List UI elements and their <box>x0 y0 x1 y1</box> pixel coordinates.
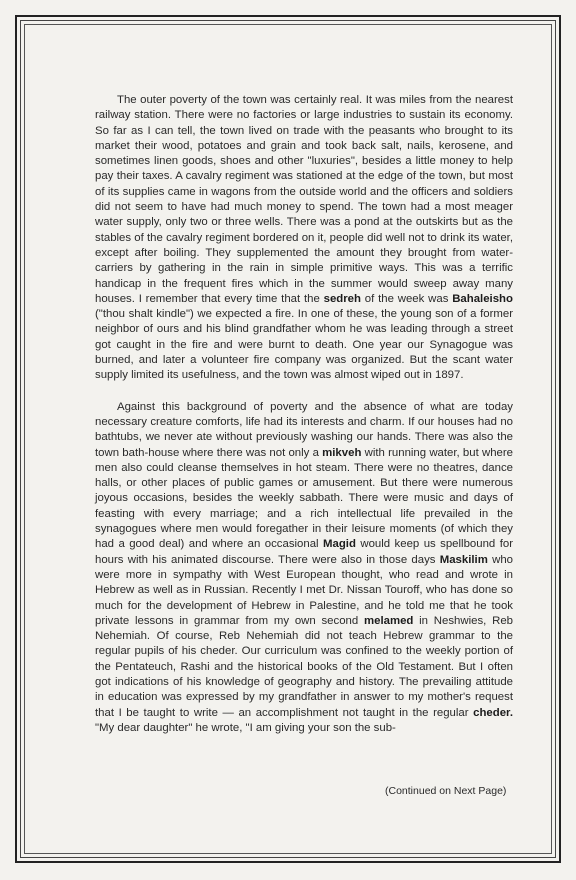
bold-term-magid: Magid <box>323 538 356 551</box>
bold-term-maskilim: Maskilim <box>439 553 488 566</box>
body-text <box>95 93 513 736</box>
bold-term-mikveh: mikveh <box>322 446 362 459</box>
continued-note: (Continued on Next Page) <box>385 785 507 797</box>
bold-term-melamed: melamed <box>363 614 414 627</box>
paragraph-town-poverty <box>95 93 513 384</box>
paragraph-text: with running water, but where men also could cleanse themselves in hot steam. There were no theatres, dance halls, or other places of public games or amusement. But there were numerous joyous occasions, besides the weekly sabbath. There were music and days of feasting with every marriage; and a rich intellectual life prevailed in the synagogues where men would foregather in their leisure moments (of which they had a good deal) and where an occasional <box>95 446 514 551</box>
paragraph-text: of the week was <box>360 292 453 305</box>
paragraph-text: The outer poverty of the town was certainly real. It was miles from the nearest railway station. There were no factories or large industries to sustain its economy. So far as I can tell, the town lived on trade with the peasants who brought to its market their wood, potatoes and grain and took back salt, nails, kerosene, and sometimes linen goods, shoes and other "luxuries", besides a little money to help pay their taxes. A cavalry regiment was stationed at the edge of the town, but most of its supplies came in wagons from the outside world and the officers and soldiers did not seem to have had much money to spend. The town had a most meager water supply, only two or three wells. There was a pond at the outskirts but as the stables of the cavalry regiment bordered on it, people did well not to drink its water, except after boiling. They supplemented the amount they brought from water-carriers by gathering in the rain in simple primitive ways. This was a terrific handicap in the frequent fires which in the summer would sweep away many houses. I remember that every time that the <box>95 94 513 305</box>
paragraph-text: Against this background of poverty and the absence of what are today necessary creature comforts, life had its interests and charm. If our houses had no bathtubs, we never ate without previously washing our hands. There was also the town bath-house where there was not only a <box>95 400 513 459</box>
paragraph-text: "My dear daughter" he wrote, "I am giving your son the sub- <box>95 721 396 734</box>
paragraph-life-interests <box>95 400 513 737</box>
bold-term-bahaleisho: Bahaleisho <box>452 292 513 305</box>
paragraph-text: who were more in sympathy with West European thought, who read and wrote in Hebrew as well as in Russian. Recently I met Dr. Nissan Touroff, who has done so much for the development of Hebrew in Palestine, and he told me that he took private lessons in grammar from my own second <box>95 553 514 627</box>
paragraph-text: in Neshwies, Reb Nehemiah. Of course, Reb Nehemiah did not teach Hebrew grammar to the regular pupils of his cheder. Our curriculum was confined to the weekly portion of the Pentateuch, Rashi and the historical books of the Old Testament. But I often got indications of his knowledge of geography and history. The prevailing attitude in education was expressed by my grandfather in answer to my mother's request that I be taught to write — an accomplishment not taught in the regular <box>95 614 513 719</box>
paragraph-text: would keep us spellbound for hours with his animated discourse. There were also in those days <box>95 538 513 566</box>
bold-term-cheder: cheder. <box>473 706 513 719</box>
bold-term-sedreh: sedreh <box>323 292 361 305</box>
paragraph-text: ("thou shalt kindle") we expected a fire. In one of these, the young son of a former neighbor of ours and his blind grandfather whom he was leading through a street got caught in the fire and were burnt to death. One year our Synagogue was burned, and later a volunteer fire company was organized. But the scant water supply limited its usefulness, and the town was almost wiped out in 1897. <box>95 308 513 382</box>
